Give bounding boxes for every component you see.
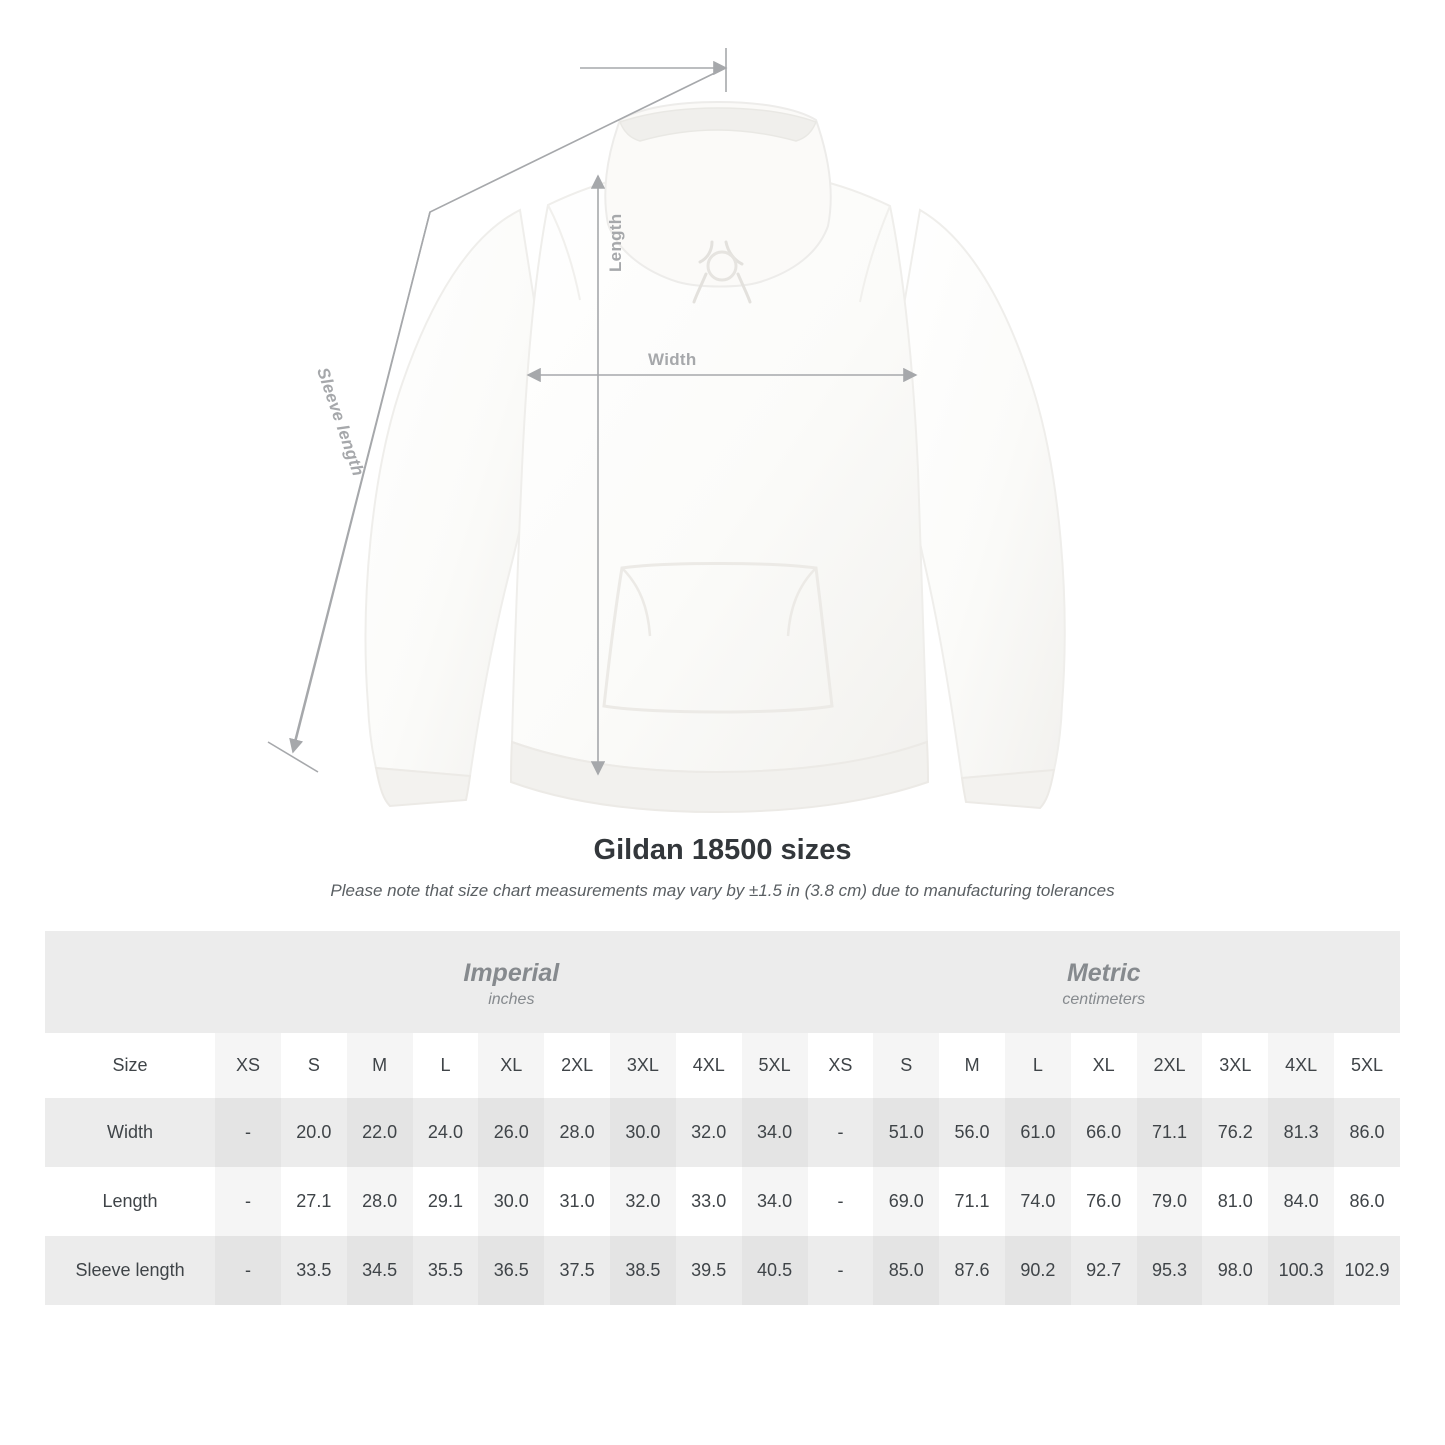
- cell-sleeve-met-s: 85.0: [873, 1236, 939, 1305]
- unit-metric-name: Metric: [1066, 959, 1141, 987]
- col-head-imp-xl: XL: [478, 1033, 544, 1098]
- cell-length-imp-l: 29.1: [413, 1167, 479, 1236]
- sleeve-length-label: Sleeve length: [313, 365, 368, 479]
- cell-width-imp-3xl: 30.0: [610, 1098, 676, 1167]
- size-table-wrap: [45, 931, 1400, 1305]
- title-block: [0, 834, 1445, 901]
- unit-metric-sub: centimeters: [1062, 990, 1146, 1008]
- col-head-imp-s: S: [281, 1033, 347, 1098]
- col-head-met-3xl: 3XL: [1202, 1033, 1268, 1098]
- cell-width-met-5xl: 86.0: [1334, 1098, 1400, 1167]
- cell-sleeve-met-l: 90.2: [1005, 1236, 1071, 1305]
- row-header-size: Size: [45, 1033, 215, 1098]
- unit-imperial-name: Imperial: [463, 959, 560, 987]
- col-head-imp-5xl: 5XL: [742, 1033, 808, 1098]
- cell-length-imp-m: 28.0: [347, 1167, 413, 1236]
- cell-width-imp-l: 24.0: [413, 1098, 479, 1167]
- size-header-row: [45, 1033, 1400, 1098]
- unit-spacer: [45, 931, 215, 1033]
- cell-sleeve-met-2xl: 95.3: [1137, 1236, 1203, 1305]
- cell-sleeve-imp-s: 33.5: [281, 1236, 347, 1305]
- cell-length-met-l: 74.0: [1005, 1167, 1071, 1236]
- cell-length-met-m: 71.1: [939, 1167, 1005, 1236]
- cell-sleeve-imp-l: 35.5: [413, 1236, 479, 1305]
- cell-width-met-l: 61.0: [1005, 1098, 1071, 1167]
- cell-sleeve-met-xs: -: [808, 1236, 874, 1305]
- width-label: Width: [648, 350, 697, 369]
- col-head-met-2xl: 2XL: [1137, 1033, 1203, 1098]
- cell-sleeve-met-xl: 92.7: [1071, 1236, 1137, 1305]
- cell-width-imp-m: 22.0: [347, 1098, 413, 1167]
- unit-imperial: [215, 931, 807, 1033]
- col-head-imp-m: M: [347, 1033, 413, 1098]
- col-head-imp-2xl: 2XL: [544, 1033, 610, 1098]
- row-label-sleeve-length: Sleeve length: [45, 1236, 215, 1305]
- cell-width-met-2xl: 71.1: [1137, 1098, 1203, 1167]
- cell-width-met-3xl: 76.2: [1202, 1098, 1268, 1167]
- cell-width-imp-5xl: 34.0: [742, 1098, 808, 1167]
- cell-length-met-s: 69.0: [873, 1167, 939, 1236]
- cell-width-imp-xs: -: [215, 1098, 281, 1167]
- unit-imperial-sub: inches: [488, 990, 535, 1008]
- table-row-width: [45, 1098, 1400, 1167]
- col-head-imp-xs: XS: [215, 1033, 281, 1098]
- size-table: [45, 931, 1400, 1305]
- cell-sleeve-met-5xl: 102.9: [1334, 1236, 1400, 1305]
- length-label: Length: [606, 213, 625, 272]
- cell-sleeve-met-4xl: 100.3: [1268, 1236, 1334, 1305]
- cell-width-met-xs: -: [808, 1098, 874, 1167]
- cell-length-met-xs: -: [808, 1167, 874, 1236]
- cell-length-imp-5xl: 34.0: [742, 1167, 808, 1236]
- cell-length-imp-s: 27.1: [281, 1167, 347, 1236]
- col-head-met-4xl: 4XL: [1268, 1033, 1334, 1098]
- col-head-met-m: M: [939, 1033, 1005, 1098]
- cell-sleeve-met-m: 87.6: [939, 1236, 1005, 1305]
- cell-width-met-s: 51.0: [873, 1098, 939, 1167]
- cell-length-imp-3xl: 32.0: [610, 1167, 676, 1236]
- cell-length-met-5xl: 86.0: [1334, 1167, 1400, 1236]
- cell-length-imp-xl: 30.0: [478, 1167, 544, 1236]
- col-head-met-xs: XS: [808, 1033, 874, 1098]
- col-head-imp-3xl: 3XL: [610, 1033, 676, 1098]
- unit-metric: [808, 931, 1400, 1033]
- cell-width-met-4xl: 81.3: [1268, 1098, 1334, 1167]
- unit-header-row: [45, 931, 1400, 1033]
- cell-width-imp-xl: 26.0: [478, 1098, 544, 1167]
- cell-sleeve-imp-4xl: 39.5: [676, 1236, 742, 1305]
- cell-width-imp-2xl: 28.0: [544, 1098, 610, 1167]
- cell-length-imp-4xl: 33.0: [676, 1167, 742, 1236]
- cell-sleeve-imp-xl: 36.5: [478, 1236, 544, 1305]
- cell-width-met-m: 56.0: [939, 1098, 1005, 1167]
- col-head-imp-4xl: 4XL: [676, 1033, 742, 1098]
- cell-sleeve-imp-2xl: 37.5: [544, 1236, 610, 1305]
- tolerance-note: Please note that size chart measurements may vary by ±1.5 in (3.8 cm) due to manufacturing tolerances: [330, 881, 1115, 900]
- col-head-imp-l: L: [413, 1033, 479, 1098]
- col-head-met-5xl: 5XL: [1334, 1033, 1400, 1098]
- cell-length-met-2xl: 79.0: [1137, 1167, 1203, 1236]
- cell-length-met-xl: 76.0: [1071, 1167, 1137, 1236]
- row-label-width: Width: [45, 1098, 215, 1167]
- hoodie-illustration: [366, 102, 1065, 812]
- table-row-length: [45, 1167, 1400, 1236]
- cell-sleeve-imp-xs: -: [215, 1236, 281, 1305]
- cell-length-met-3xl: 81.0: [1202, 1167, 1268, 1236]
- cell-sleeve-met-3xl: 98.0: [1202, 1236, 1268, 1305]
- cell-sleeve-imp-3xl: 38.5: [610, 1236, 676, 1305]
- row-label-length: Length: [45, 1167, 215, 1236]
- cell-length-imp-xs: -: [215, 1167, 281, 1236]
- col-head-met-s: S: [873, 1033, 939, 1098]
- cell-length-met-4xl: 84.0: [1268, 1167, 1334, 1236]
- cell-width-imp-s: 20.0: [281, 1098, 347, 1167]
- cell-sleeve-imp-5xl: 40.5: [742, 1236, 808, 1305]
- table-row-sleeve-length: [45, 1236, 1400, 1305]
- col-head-met-xl: XL: [1071, 1033, 1137, 1098]
- page-title: Gildan 18500 sizes: [593, 834, 852, 866]
- cell-width-met-xl: 66.0: [1071, 1098, 1137, 1167]
- cell-sleeve-imp-m: 34.5: [347, 1236, 413, 1305]
- cell-width-imp-4xl: 32.0: [676, 1098, 742, 1167]
- cell-length-imp-2xl: 31.0: [544, 1167, 610, 1236]
- col-head-met-l: L: [1005, 1033, 1071, 1098]
